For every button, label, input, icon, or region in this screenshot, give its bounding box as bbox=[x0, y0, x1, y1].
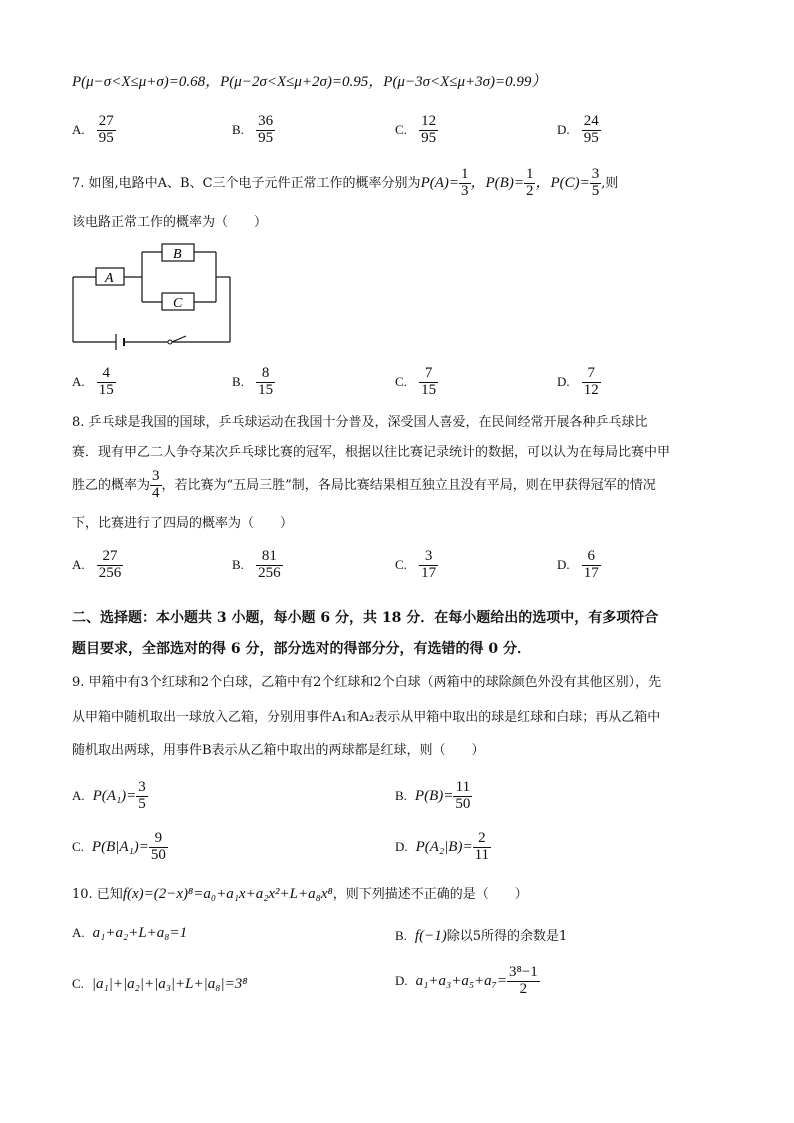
q10-option-d: D. a₁+a₃+a₅+a₇= $\frac{\text{3⁸−1}}{2}$ bbox=[395, 964, 538, 997]
q8-option-a: A. $\frac{27}{256}$ bbox=[72, 548, 122, 581]
fraction: $\frac{8}{15}$ bbox=[258, 365, 274, 398]
fraction: $\frac{11}{50}$ bbox=[455, 779, 471, 812]
q9-stem-line1: 9. 甲箱中有3个红球和2个白球，乙箱中有2个红球和2个白球（两箱中的球除颜色外没有其他区别），先 bbox=[72, 675, 662, 690]
component-c-label: C bbox=[173, 296, 183, 311]
q7-stem-line2: 该电路正常工作的概率为（ ） bbox=[72, 215, 268, 230]
q7-stem-line1: 7. 如图,电路中A、B、C三个电子元件正常工作的概率分别为P(A)= $\frac{1}{3}$ ，P(B)= $\frac{1}{2}$ ，P(C)= $\frac{3}{5}$ ,则 bbox=[72, 166, 619, 199]
q7-option-d: D. $\frac{7}{12}$ bbox=[557, 365, 599, 398]
fraction: $\frac{7}{15}$ bbox=[421, 365, 437, 398]
fraction: $\frac{7}{12}$ bbox=[583, 365, 599, 398]
fraction: $\frac{81}{256}$ bbox=[258, 548, 281, 581]
fraction: $\frac{2}{11}$ bbox=[474, 830, 490, 863]
q10-stem: 10. 已知f(x)=(2−x)⁸=a₀+a₁x+a₂x²+L+a₈x⁸，则下列描述不正确的是（ ） bbox=[72, 886, 528, 902]
q10-option-b: B. f(−1)除以5所得的余数是1 bbox=[395, 928, 568, 944]
fraction: $\frac{27}{95}$ bbox=[98, 113, 114, 146]
q10-option-a: A. a₁+a₂+L+a₈=1 bbox=[72, 925, 188, 941]
q6-option-b: B. $\frac{36}{95}$ bbox=[232, 113, 274, 146]
q8-stem-line2: 赛．现有甲乙二人争夺某次乒乓球比赛的冠军，根据以往比赛记录统计的数据，可以认为在每局比赛中甲 bbox=[72, 445, 671, 460]
q6-option-d: D. $\frac{24}{95}$ bbox=[557, 113, 599, 146]
fraction: $\frac{1}{2}$ bbox=[525, 166, 534, 199]
q9-stem-line2: 从甲箱中随机取出一球放入乙箱，分别用事件A₁和A₂表示从甲箱中取出的球是红球和白球；再从乙箱中 bbox=[72, 710, 661, 725]
switch-pivot bbox=[168, 340, 172, 344]
q7-option-a: A. $\frac{4}{15}$ bbox=[72, 365, 114, 398]
q8-stem-line3: 胜乙的概率为 $\frac{3}{4}$ ，若比赛为“五局三胜”制，各局比赛结果相互独立且没有平局，则在甲获得冠军的情况 bbox=[72, 468, 656, 501]
fraction: $\frac{3}{4}$ bbox=[152, 468, 160, 501]
q8-stem-line4: 下，比赛进行了四局的概率为（ ） bbox=[72, 516, 294, 531]
fraction: $\frac{36}{95}$ bbox=[258, 113, 274, 146]
fraction: $\frac{4}{15}$ bbox=[98, 365, 114, 398]
q9-option-b: B. P(B)= $\frac{11}{50}$ bbox=[395, 779, 471, 812]
fraction: $\frac{1}{3}$ bbox=[461, 166, 469, 199]
fraction: $\frac{3}{5}$ bbox=[138, 779, 146, 812]
q8-stem-line1: 8. 乒乓球是我国的国球，乒乓球运动在我国十分普及，深受国人喜爱，在民间经常开展各种乒乓球比 bbox=[72, 415, 648, 430]
fraction: $\frac{27}{256}$ bbox=[98, 548, 122, 581]
q7-option-b: B. $\frac{8}{15}$ bbox=[232, 365, 274, 398]
fraction: $\frac{\text{3⁸−1}}{2}$ bbox=[509, 964, 538, 997]
q8-option-b: B. $\frac{81}{256}$ bbox=[232, 548, 281, 581]
fraction: $\frac{3}{17}$ bbox=[421, 548, 437, 581]
q9-option-c: C. P(B|A₁)= $\frac{9}{50}$ bbox=[72, 830, 166, 863]
fraction: $\frac{9}{50}$ bbox=[150, 830, 166, 863]
q10-option-c: C. |a₁|+|a₂|+|a₃|+L+|a₈|=3⁸ bbox=[72, 976, 248, 992]
fraction: $\frac{6}{17}$ bbox=[583, 548, 599, 581]
fraction: $\frac{3}{5}$ bbox=[591, 166, 600, 199]
q6-option-c: C. $\frac{12}{95}$ bbox=[395, 113, 437, 146]
component-b-label: B bbox=[173, 247, 182, 262]
section-2-heading-line1: 二、选择题：本小题共 3 小题，每小题 6 分，共 18 分．在每小题给出的选项中，有多项符合 bbox=[72, 610, 659, 626]
q9-option-d: D. P(A₂|B)= $\frac{2}{11}$ bbox=[395, 830, 490, 863]
fraction: $\frac{24}{95}$ bbox=[583, 113, 599, 146]
fraction: $\frac{12}{95}$ bbox=[421, 113, 437, 146]
circuit-diagram bbox=[68, 240, 238, 358]
component-a-label: A bbox=[105, 271, 114, 286]
normal-dist-line: P(μ−σ<X≤μ+σ)=0.68，P(μ−2σ<X≤μ+2σ)=0.95，P(μ−3σ<X≤μ+3σ)=0.99） bbox=[72, 74, 547, 90]
q6-option-a: A. $\frac{27}{95}$ bbox=[72, 113, 114, 146]
q9-stem-line3: 随机取出两球，用事件B表示从乙箱中取出的两球都是红球，则（ ） bbox=[72, 743, 485, 758]
q8-option-c: C. $\frac{3}{17}$ bbox=[395, 548, 437, 581]
q8-option-d: D. $\frac{6}{17}$ bbox=[557, 548, 599, 581]
q7-option-c: C. $\frac{7}{15}$ bbox=[395, 365, 437, 398]
section-2-heading-line2: 题目要求，全部选对的得 6 分，部分选对的得部分分，有选错的得 0 分． bbox=[72, 641, 531, 657]
q9-option-a: A. P(A₁)= $\frac{3}{5}$ bbox=[72, 779, 146, 812]
